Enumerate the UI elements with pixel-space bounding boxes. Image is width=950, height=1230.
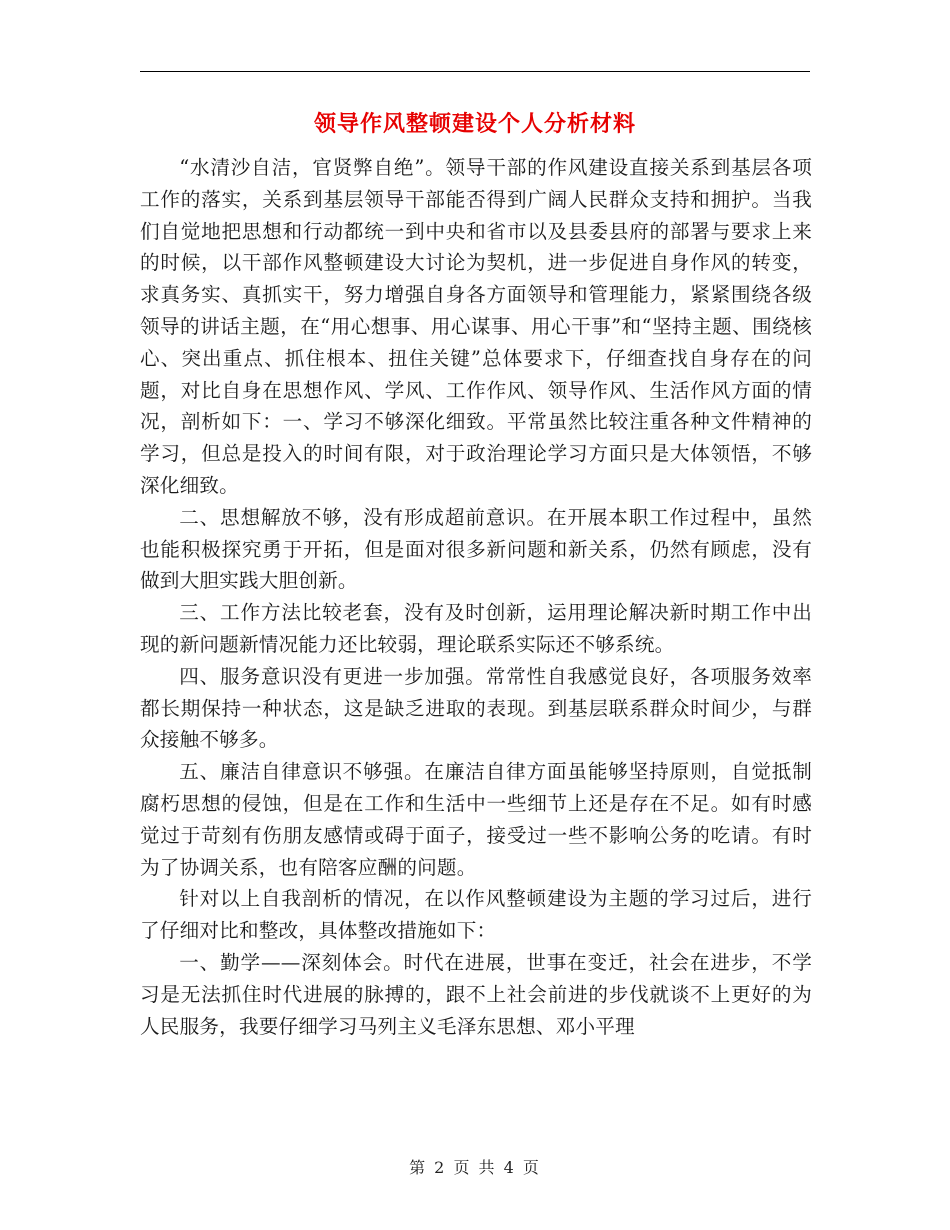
document-title: 领导作风整顿建设个人分析材料 <box>313 111 636 137</box>
paragraph-measure-1: 一、勤学——深刻体会。时代在进展，世事在变迁，社会在进步，不学习是无法抓住时代进展的脉搏的，跟不上社会前进的步伐就谈不上更好的为人民服务，我要仔细学习马列主义毛泽东思想、邓小平理 <box>140 950 812 1038</box>
paragraph-issue-3: 三、工作方法比较老套，没有及时创新，运用理论解决新时期工作中出现的新问题新情况能力还比较弱，理论联系实际还不够系统。 <box>140 601 812 656</box>
paragraph-intro: “水清沙自洁，官贤弊自绝”。领导干部的作风建设直接关系到基层各项工作的落实，关系到基层领导干部能否得到广阔人民群众支持和拥护。当我们自觉地把思想和行动都统一到中央和省市以及县委县府的部署与要求上来的时候，以干部作风整顿建设大讨论为契机，进一步促进自身作风的转变，求真务实、真抓实干，努力增强自身各方面领导和管理能力，紧紧围绕各级领导的讲话主题，在“用心想事、用心谋事、用心干事”和“坚持主题、围绕核心、突出重点、抓住根本、扭住关键”总体要求下，仔细查找自身存在的问题，对比自身在思想作风、学风、工作作风、领导作风、生活作风方面的情况，剖析如下：一、学习不够深化细致。平常虽然比较注重各种文件精神的学习，但总是投入的时间有限，对于政治理论学习方面只是大体领悟，不够深化细致。 <box>140 156 812 497</box>
header-rule <box>140 71 810 72</box>
page-number-footer: 第 2 页 共 4 页 <box>409 1158 541 1177</box>
document-body <box>140 152 812 1042</box>
paragraph-issue-4: 四、服务意识没有更进一步加强。常常性自我感觉良好，各项服务效率都长期保持一种状态，这是缺乏进取的表现。到基层联系群众时间少，与群众接触不够多。 <box>140 664 812 752</box>
paragraph-rectification-intro: 针对以上自我剖析的情况，在以作风整顿建设为主题的学习过后，进行了仔细对比和整改，具体整改措施如下： <box>140 887 812 943</box>
paragraph-issue-5: 五、廉洁自律意识不够强。在廉洁自律方面虽能够坚持原则，自觉抵制腐朽思想的侵蚀，但是在工作和生活中一些细节上还是存在不足。如有时感觉过于苛刻有伤朋友感情或碍于面子，接受过一些不影响公务的吃请。有时为了协调关系，也有陪客应酬的问题。 <box>140 760 812 879</box>
paragraph-issue-2: 二、思想解放不够，没有形成超前意识。在开展本职工作过程中，虽然也能积极探究勇于开拓，但是面对很多新问题和新关系，仍然有顾虑，没有做到大胆实践大胆创新。 <box>140 505 812 593</box>
